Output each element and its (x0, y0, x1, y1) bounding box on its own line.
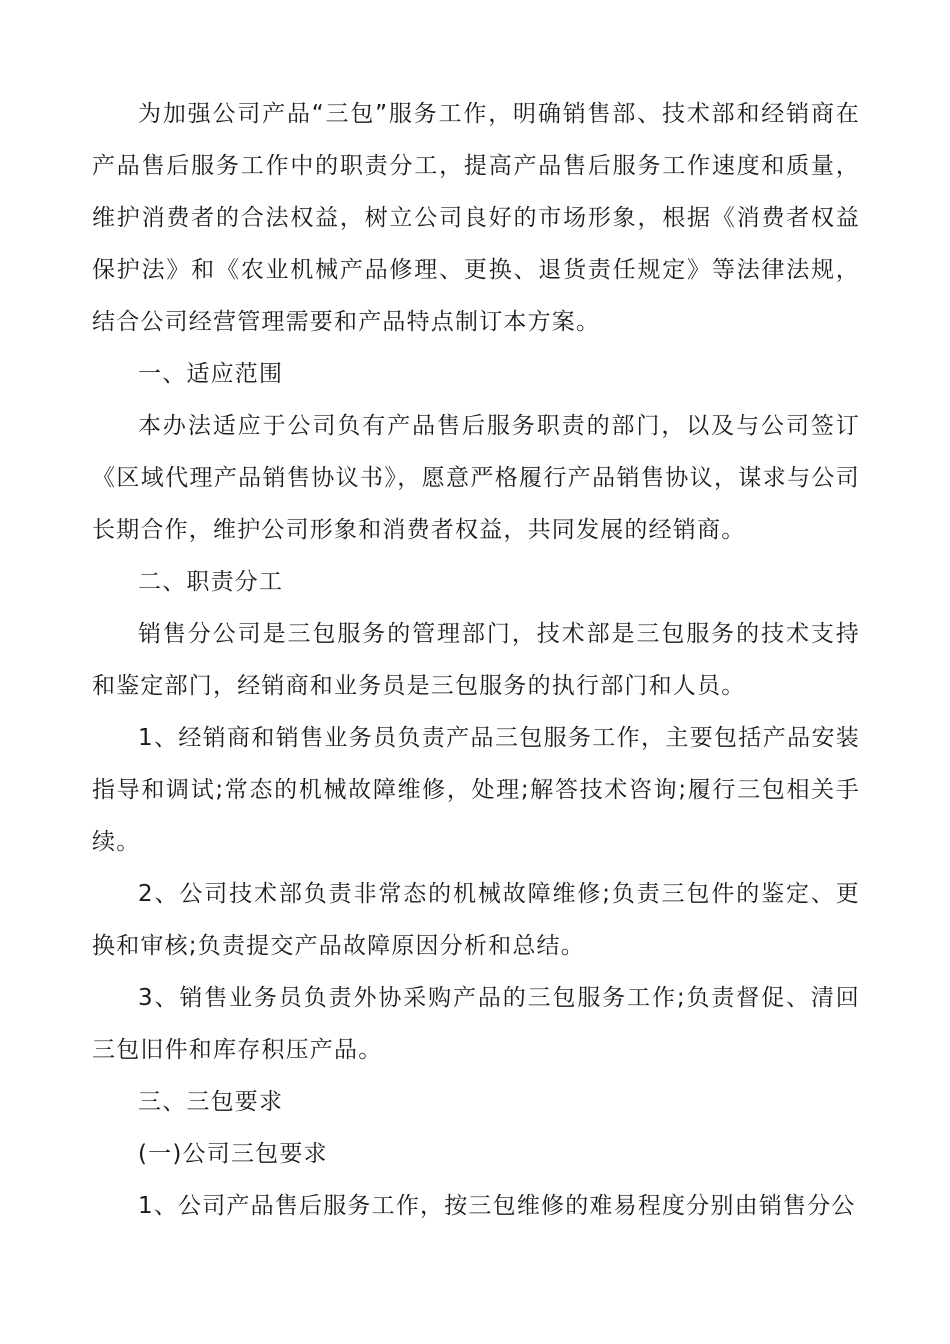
list-item-2: 2、公司技术部负责非常态的机械故障维修;负责三包件的鉴定、更换和审核;负责提交产品故障原因分析和总结。 (92, 881, 860, 959)
section-heading-requirements: 三、三包要求 (138, 1089, 284, 1115)
paragraph-responsibilities: 销售分公司是三包服务的管理部门，技术部是三包服务的技术支持和鉴定部门，经销商和业务员是三包服务的执行部门和人员。 (92, 621, 860, 699)
document-body (92, 88, 860, 1232)
list-item-3: 3、销售业务员负责外协采购产品的三包服务工作;负责督促、清回三包旧件和库存积压产品。 (92, 985, 860, 1063)
subsection-heading-company: (一)公司三包要求 (138, 1141, 328, 1167)
paragraph-intro: 为加强公司产品“三包”服务工作，明确销售部、技术部和经销商在产品售后服务工作中的职责分工，提高产品售后服务工作速度和质量，维护消费者的合法权益，树立公司良好的市场形象，根据《消费者权益保护法》和《农业机械产品修理、更换、退货责任规定》等法律法规，结合公司经营管理需要和产品特点制订本方案。 (92, 101, 860, 335)
section-heading-responsibilities: 二、职责分工 (138, 569, 284, 595)
paragraph-company-requirement-1: 1、公司产品售后服务工作，按三包维修的难易程度分别由销售分公 (138, 1193, 856, 1219)
section-heading-scope: 一、适应范围 (138, 361, 284, 387)
list-item-1: 1、经销商和销售业务员负责产品三包服务工作，主要包括产品安装指导和调试;常态的机械故障维修，处理;解答技术咨询;履行三包相关手续。 (92, 725, 860, 855)
paragraph-scope: 本办法适应于公司负有产品售后服务职责的部门，以及与公司签订《区域代理产品销售协议书》，愿意严格履行产品销售协议，谋求与公司长期合作，维护公司形象和消费者权益，共同发展的经销商。 (92, 413, 860, 543)
